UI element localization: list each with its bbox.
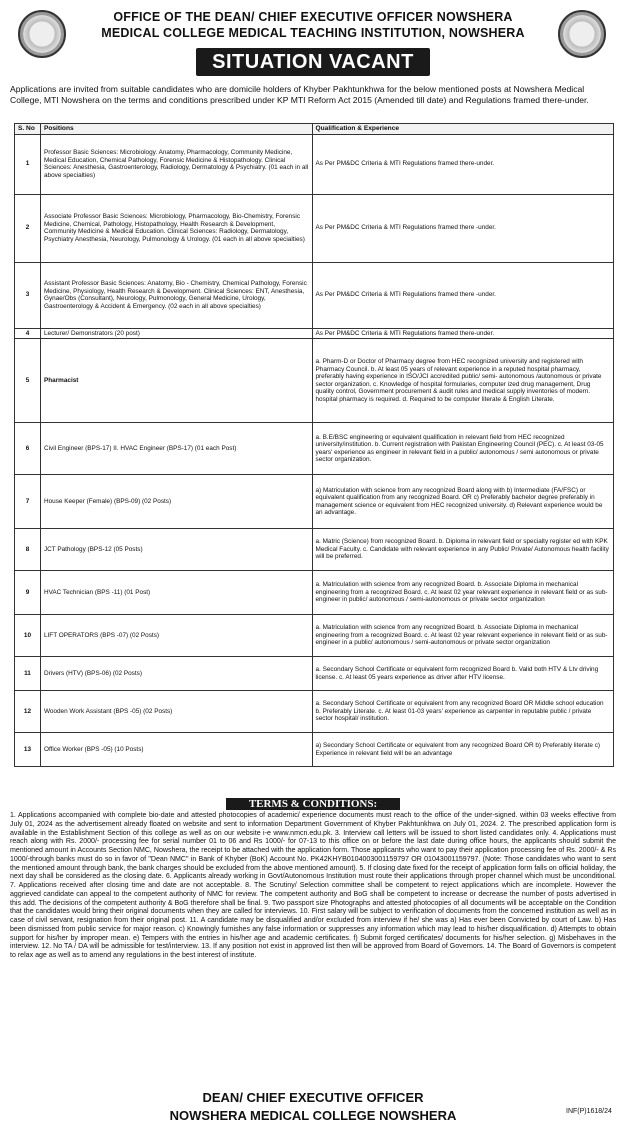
situation-vacant-banner: SITUATION VACANT [196, 48, 430, 76]
row-position: Assistant Professor Basic Sciences: Anatomy, Bio - Chemistry, Chemical Pathology, Forensic Medicine, Physiology, Health Research & Development. Clinical Sciences: ENT, Anesthesia, Gynae/Obs (Consultant), Neurology, Pulmonology, General Medicine, Urology, Gastroenterology & Accident & Emergency. (02 each in all above specialties) [40, 262, 312, 328]
table-header-row [15, 124, 614, 135]
table-row [15, 194, 614, 262]
row-qualification: a) Matriculation with science from any recognized Board along with b) Intermediate (FA/FSC) or equivalent qualification from any recognized Board. OR c) Preferably bachelor degree preferably in management science or equivalent from HEC recognized university. d) Relevant experience would be an advantage. [312, 475, 614, 529]
row-qualification: As Per PM&DC Criteria & MTI Regulations framed there -under. [312, 194, 614, 262]
row-sno: 11 [15, 657, 41, 691]
row-qualification: a. Secondary School Certificate or equivalent from any recognized Board OR Middle school education b. Preferably Literate. c. At least 01-03 years' experience as carpenter in reputable public / private sector hospital/ institution. [312, 691, 614, 733]
terms-title: TERMS & CONDITIONS: [226, 798, 400, 810]
row-position: Pharmacist [40, 339, 312, 423]
row-sno: 8 [15, 529, 41, 571]
row-qualification: a) Secondary School Certificate or equivalent from any recognized Board OR b) Preferably literate c) Experience in relevant field will be an advantage [312, 733, 614, 767]
row-sno: 6 [15, 423, 41, 475]
row-sno: 10 [15, 615, 41, 657]
row-position: Drivers (HTV) (BPS-06) (02 Posts) [40, 657, 312, 691]
signatory-institution: NOWSHERA MEDICAL COLLEGE NOWSHERA [169, 1108, 457, 1123]
table-row [15, 423, 614, 475]
college-logo-icon [18, 10, 66, 58]
row-qualification: As Per PM&DC Criteria & MTI Regulations framed there -under. [312, 262, 614, 328]
header-sno: S. No [15, 124, 41, 135]
row-qualification: a. Secondary School Certificate or equivalent form recognized Board b. Valid both HTV & Ltv driving license. c. At least 05 years experience as driver after HTV license. [312, 657, 614, 691]
table-row [15, 328, 614, 339]
kp-government-logo-icon [558, 10, 606, 58]
row-position: JCT Pathology (BPS-12 (05 Posts) [40, 529, 312, 571]
row-sno: 3 [15, 262, 41, 328]
row-qualification: a. Pharm-D or Doctor of Pharmacy degree from HEC recognized university and registered with Pharmacy Council. b. At least 05 years of relevant experience in a reputed hospital pharmacy, preferably having experience in ISO/JCI accredited public/ semi- autonomous /autonomous or private sector organization. c. Knowledge of hospital formularies, computer ized drug management, Drug quality control, Government procurement & audit rules and medical supply inventories of modern. hospital pharmacy is required. d. Required to be computer literate & English Literate. [312, 339, 614, 423]
row-qualification: a. Matriculation with science from any recognized Board. b. Associate Diploma in mechanical engineering from a recognized Board. c. At least 02 year relevant experience in relevant field or as sub-engineer in a public/ autonomous / semi-autonomous or private sector organization [312, 615, 614, 657]
row-sno: 1 [15, 134, 41, 194]
row-sno: 9 [15, 571, 41, 615]
row-position: Associate Professor Basic Sciences: Microbiology, Pharmacology, Bio-Chemistry, Forensic Medicine, Chemical, Pathology, Histopathology, Health Research & Development, Community Medicine & Medical Education. Clinical Sciences: Radiology, Dermatology, Psychiatry Anesthesia, Neurology, Pulmonology & Urology. (01 each in all above specialties) [40, 194, 312, 262]
row-sno: 4 [15, 328, 41, 339]
row-sno: 13 [15, 733, 41, 767]
reference-number: INF(P)1618/24 [566, 1108, 612, 1115]
row-position: Civil Engineer (BPS-17) II. HVAC Engineer (BPS-17) (01 each Post) [40, 423, 312, 475]
row-qualification: a. Matric (Science) from recognized Board. b. Diploma in relevant field or specialty register ed with KPK Medical Faculty. c. Candidate with relevant experience in any Public/ Private/ Autonomous health facility will be preferred. [312, 529, 614, 571]
row-sno: 12 [15, 691, 41, 733]
row-qualification: As Per PM&DC Criteria & MTI Regulations framed there-under. [312, 328, 614, 339]
table-row [15, 339, 614, 423]
row-qualification: a. Matriculation with science from any recognized Board. b. Associate Diploma in mechanical engineering from a recognized Board. c. At least 02 year relevant experience in relevant field or as sub-engineer in public/ autonomous / semi-autonomous or private sector organization [312, 571, 614, 615]
header-qualification: Qualification & Experience [312, 124, 614, 135]
table-row [15, 475, 614, 529]
row-sno: 2 [15, 194, 41, 262]
intro-paragraph: Applications are invited from suitable candidates who are domicile holders of Khyber Pakhtunkhwa for the below mentioned posts at Nowshera Medical College, MTI Nowshera on the terms and conditions prescribed under KP MTI Reform Act 2015 (Amended till date) and Regulations framed there-under. [10, 84, 589, 105]
table-row [15, 615, 614, 657]
table-row [15, 691, 614, 733]
row-position: Office Worker (BPS -05) (10 Posts) [40, 733, 312, 767]
row-position: Professor Basic Sciences: Microbiology. Anatomy, Pharmacology, Community Medicine, Medical Education, Chemical Pathology, Forensic Medicine & Histopathology. Clinical Sciences: Anesthesia, Gastroenterology, Radiology, Dermatology & Psychiatry. (01 each in all above specialties) [40, 134, 312, 194]
posts-table [14, 123, 614, 767]
table-row [15, 262, 614, 328]
row-position: HVAC Technician (BPS -11) (01 Post) [40, 571, 312, 615]
row-position: Lecturer/ Demonstrators (20 post) [40, 328, 312, 339]
row-qualification: a. B.E/BSC engineering or equivalent qualification in relevant field from HEC recognized university/institution. b. Current registration with Pakistan Engineering Council (PEC). c. At least 03-05 years' experience as engineer in relevant field in a public/ autonomous / semi autonomous or private sector organization. [312, 423, 614, 475]
signatory-title: DEAN/ CHIEF EXECUTIVE OFFICER [202, 1090, 424, 1105]
row-sno: 7 [15, 475, 41, 529]
row-position: Wooden Work Assistant (BPS -05) (02 Posts) [40, 691, 312, 733]
row-position: LIFT OPERATORS (BPS -07) (02 Posts) [40, 615, 312, 657]
row-position: House Keeper (Female) (BPS-09) (02 Posts) [40, 475, 312, 529]
office-title-line1: OFFICE OF THE DEAN/ CHIEF EXECUTIVE OFFICER NOWSHERA [113, 10, 513, 24]
row-sno: 5 [15, 339, 41, 423]
table-row [15, 657, 614, 691]
table-row [15, 733, 614, 767]
table-row [15, 134, 614, 194]
header [0, 0, 626, 84]
header-positions: Positions [40, 124, 312, 135]
table-row [15, 529, 614, 571]
terms-text: 1. Applications accompanied with complete bio-date and attested photocopies of academic/ experience documents must reach to the office of the under-signed. within 03 weeks effective from July 01, 2024 as the advertisement already floated on website and sent to information Department Government of Khyber Pakhtunkhwa on July 01, 2024. 2. The prescribed application form is available in the Establishment Section of this college as well as on our website i-e www.nmcn.edu.pk. 3. Interview call letters will be issued to short listed candidates only. 4. Applications must reach along with Rs. 2000/- processing fee for serial number 01 to 06 and Rs 1000/- for 07-13 to this office on or before the last date during office hours, the applicants should submit the mentioned amount in Accounts Section NMC, Nowshera, the receipt to be attached with the application form. Those applicants who want to pay their application processing fee of Rs. 2000/- & Rs 1000/-through banks must do so in favor of "Dean NMC" in Bank of Khyber (BoK) Account No. PK42KHYB0104003001159797 OR 01043001159797. (Note: Those candidates who want to sent the mentioned amount through bank, the bank charges should be excluded from the above mentioned amount). 5. If closing date fixed for the receipt of application form falls on official holiday, the next day shall be considered as the closing date. 6. Applicants already working in Govt/Autonomous Institution must route their applications through proper channel which must be unconditional. 7. Applications received after closing time and date are not acceptable. 8. The Scrutiny/ Selection committee shall be competent to reject applications which are incomplete. However the aggrieved candidate can appeal to the competent authority of NMC for review. The competent authority and BoG shall be competent to increase or decrease the number of posts advertised in this add. The decisions of the competent authority & BoG therefore shall be final. 9. Two passport size Photographs and attested photocopies of all documents will be acceptable on the Condition that the candidates would bring their original documents when they are called for interviews. 10. First salary will be subject to verification of documents from the concerned institution as well as in case of civil servant, resignation from their original post. 11. A candidate may be disqualified and/or excluded from interview if he/ she was a) Has ever been Convicted by court of Law. b) Has been dismissed from public service for major reason. c) Knowingly furnishes any false information or suppresses any information which may lead to his/her disqualification. d) Attempts to obtain support for his/her by improper mean. e) Tempers with the entries in his/her age and academic certificates. f) Submit forged certificates/ documents for his/her selection. g) Misbehaves in the interview. 12. No TA / DA will be admissible for test/interview. 13. If any position not exist in approved list then will be approved from Board of Governors. 14. The Board of Governors is competent to relax age as well as to amend any regulations in the best interest of institute. [10, 812, 616, 959]
table-row [15, 571, 614, 615]
office-title-line2: MEDICAL COLLEGE MEDICAL TEACHING INSTITUTION, NOWSHERA [101, 26, 525, 40]
row-qualification: As Per PM&DC Criteria & MTI Regulations framed there-under. [312, 134, 614, 194]
